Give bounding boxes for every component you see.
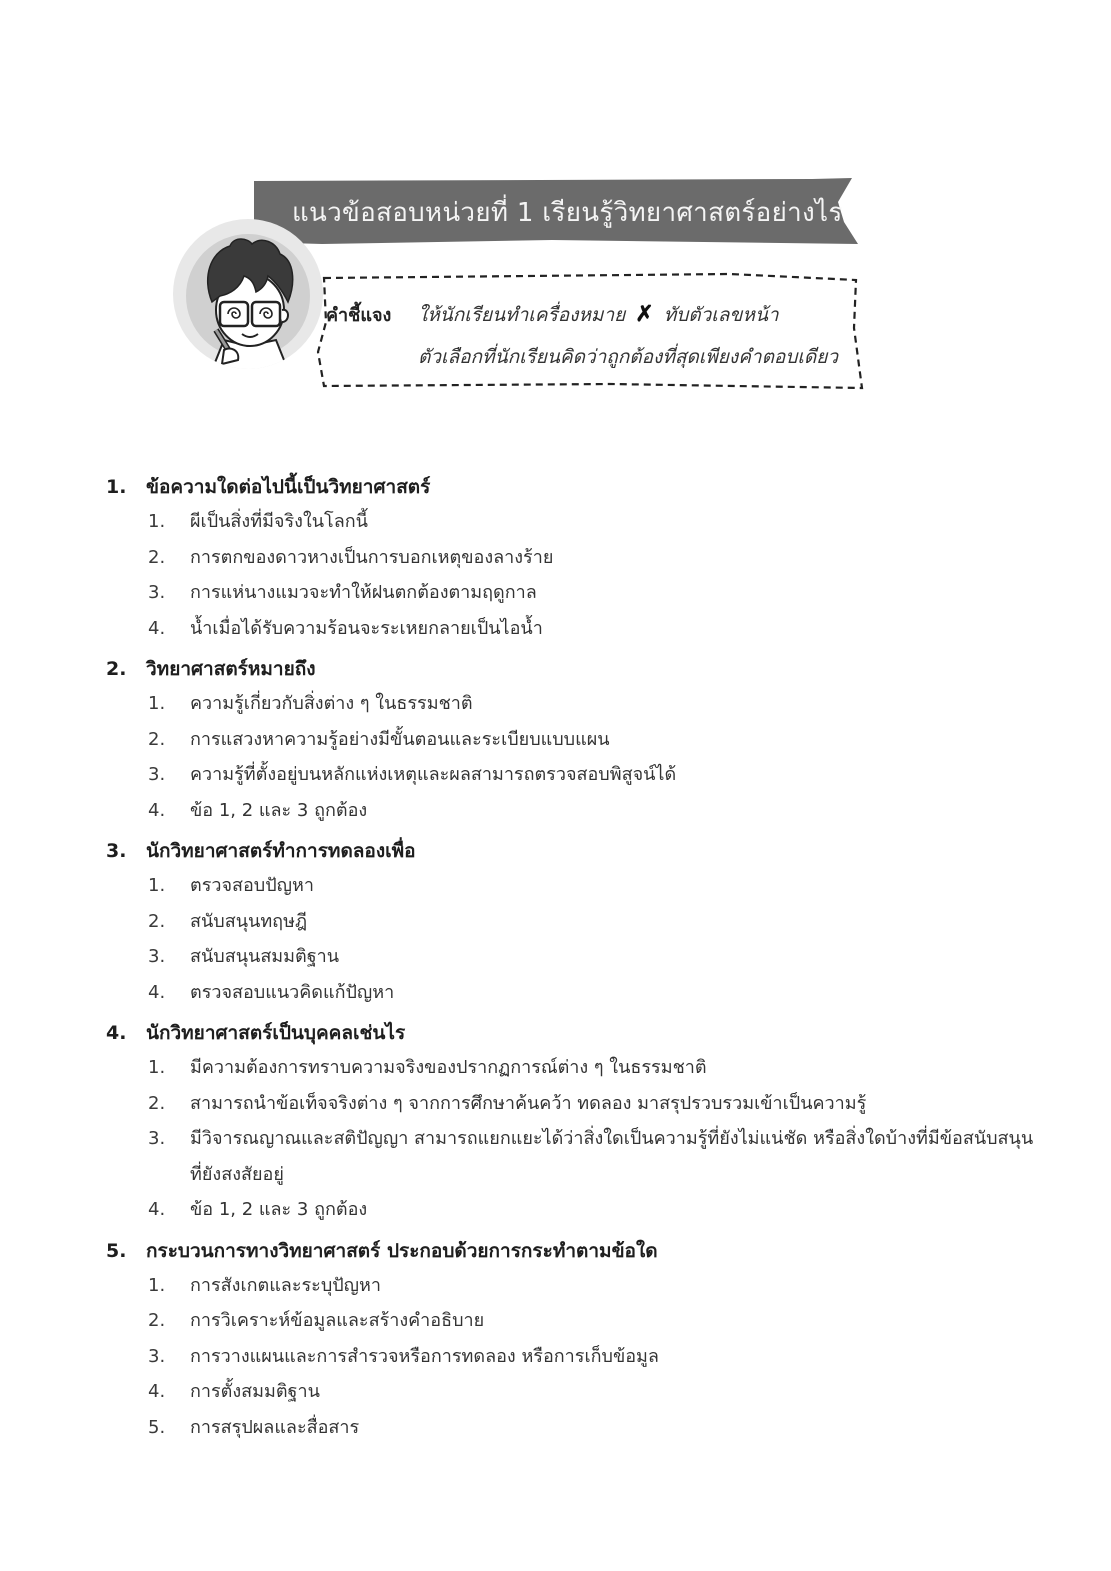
option-choice[interactable] bbox=[106, 1339, 1036, 1375]
option-number: 2. bbox=[148, 910, 166, 932]
option-text: การแสวงหาความรู้อย่างมีขั้นตอนและระเบียบแบบแผน bbox=[190, 728, 610, 750]
option-number: 4. bbox=[148, 799, 166, 821]
option-number: 3. bbox=[148, 1345, 166, 1367]
question-number: 3. bbox=[106, 840, 127, 862]
instructions-label: คำชี้แจง bbox=[326, 305, 392, 326]
option-number: 4. bbox=[148, 1199, 166, 1220]
question-2 bbox=[106, 652, 1036, 828]
question-number: 4. bbox=[106, 1022, 127, 1044]
option-text: ข้อ 1, 2 และ 3 ถูกต้อง bbox=[190, 1199, 368, 1220]
question-4 bbox=[106, 1016, 1036, 1228]
option-choice[interactable] bbox=[106, 540, 1036, 576]
option-text: การตั้งสมมติฐาน bbox=[190, 1381, 320, 1402]
option-number: 1. bbox=[148, 875, 166, 896]
option-text: การตกของดาวหางเป็นการบอกเหตุของลางร้าย bbox=[190, 546, 554, 568]
instructions-text-b: ทับตัวเลขหน้า bbox=[663, 304, 779, 326]
option-choice[interactable] bbox=[106, 611, 1036, 647]
option-choice[interactable] bbox=[106, 868, 1036, 904]
option-number: 3. bbox=[148, 1128, 166, 1149]
option-text: สนับสนุนทฤษฎี bbox=[190, 910, 308, 932]
option-choice[interactable] bbox=[106, 575, 1036, 611]
instructions-text-a: ให้นักเรียนทำเครื่องหมาย bbox=[418, 304, 626, 326]
option-choice[interactable] bbox=[106, 975, 1036, 1011]
option-text: การสังเกตและระบุปัญหา bbox=[190, 1274, 381, 1296]
option-text: ความรู้ที่ตั้งอยู่บนหลักแห่งเหตุและผลสามารถตรวจสอบพิสูจน์ได้ bbox=[190, 764, 677, 785]
option-number: 2. bbox=[148, 1092, 166, 1114]
option-number: 1. bbox=[148, 511, 166, 532]
question-text: วิทยาศาสตร์หมายถึง bbox=[146, 658, 316, 680]
option-text: การวิเคราะห์ข้อมูลและสร้างคำอธิบาย bbox=[190, 1310, 485, 1331]
question-number: 1. bbox=[106, 476, 127, 498]
question-text: กระบวนการทางวิทยาศาสตร์ ประกอบด้วยการกระทำตามข้อใด bbox=[146, 1239, 658, 1262]
question-number: 2. bbox=[106, 658, 127, 680]
question-text: นักวิทยาศาสตร์เป็นบุคคลเช่นไร bbox=[146, 1022, 406, 1044]
instructions-line-1 bbox=[418, 300, 779, 330]
instructions-box bbox=[310, 268, 870, 394]
option-choice[interactable] bbox=[106, 1192, 1036, 1228]
option-text: สนับสนุนสมมติฐาน bbox=[190, 946, 340, 967]
option-number: 3. bbox=[148, 946, 166, 967]
avatar-cartoon-student-icon bbox=[172, 218, 324, 370]
option-text: การสรุปผลและสื่อสาร bbox=[190, 1416, 360, 1438]
option-text: ความรู้เกี่ยวกับสิ่งต่าง ๆ ในธรรมชาติ bbox=[190, 693, 473, 714]
option-choice[interactable] bbox=[106, 1268, 1036, 1304]
question-3 bbox=[106, 834, 1036, 1010]
option-text: มีวิจารณญาณและสติปัญญา สามารถแยกแยะได้ว่าสิ่งใดเป็นความรู้ที่ยังไม่แน่ชัด หรือสิ่งใดบ้างที่มีข้อสนับสนุนที่ยังสงสัยอยู่ bbox=[190, 1128, 1034, 1185]
option-choice[interactable] bbox=[106, 757, 1036, 793]
option-text: ตรวจสอบปัญหา bbox=[190, 875, 314, 896]
option-choice[interactable] bbox=[106, 1374, 1036, 1410]
option-choice[interactable] bbox=[106, 793, 1036, 829]
option-choice[interactable] bbox=[106, 904, 1036, 940]
option-choice[interactable] bbox=[106, 504, 1036, 540]
option-choice[interactable] bbox=[106, 722, 1036, 758]
question-text: นักวิทยาศาสตร์ทำการทดลองเพื่อ bbox=[146, 840, 416, 862]
option-choice[interactable] bbox=[106, 1303, 1036, 1339]
option-text: น้ำเมื่อได้รับความร้อนจะระเหยกลายเป็นไอน้ำ bbox=[190, 617, 543, 639]
option-number: 4. bbox=[148, 617, 166, 639]
question-1 bbox=[106, 470, 1036, 646]
option-number: 2. bbox=[148, 546, 166, 568]
option-choice[interactable] bbox=[106, 1121, 1036, 1192]
option-number: 1. bbox=[148, 693, 166, 714]
option-text: การแห่นางแมวจะทำให้ฝนตกต้องตามฤดูกาล bbox=[190, 582, 537, 603]
option-choice[interactable] bbox=[106, 1050, 1036, 1086]
option-choice[interactable] bbox=[106, 939, 1036, 975]
x-mark-icon: ✗ bbox=[635, 301, 654, 327]
option-number: 3. bbox=[148, 764, 166, 785]
option-number: 4. bbox=[148, 981, 166, 1003]
question-number: 5. bbox=[106, 1239, 127, 1262]
option-choice[interactable] bbox=[106, 686, 1036, 722]
option-number: 5. bbox=[148, 1416, 166, 1438]
question-list bbox=[106, 470, 1036, 1451]
option-text: ข้อ 1, 2 และ 3 ถูกต้อง bbox=[190, 799, 368, 821]
option-number: 4. bbox=[148, 1381, 166, 1402]
option-text: ตรวจสอบแนวคิดแก้ปัญหา bbox=[190, 981, 395, 1003]
dashed-border bbox=[310, 268, 870, 394]
option-number: 3. bbox=[148, 582, 166, 603]
option-number: 1. bbox=[148, 1057, 166, 1078]
question-5 bbox=[106, 1234, 1036, 1446]
page-title: แนวข้อสอบหน่วยที่ 1 เรียนรู้วิทยาศาสตร์อย่างไร bbox=[292, 198, 843, 228]
option-number: 1. bbox=[148, 1274, 166, 1296]
option-text: การวางแผนและการสำรวจหรือการทดลอง หรือการเก็บข้อมูล bbox=[190, 1345, 659, 1367]
option-number: 2. bbox=[148, 728, 166, 750]
instructions-line-2: ตัวเลือกที่นักเรียนคิดว่าถูกต้องที่สุดเพียงคำตอบเดียว bbox=[418, 346, 839, 368]
option-text: สามารถนำข้อเท็จจริงต่าง ๆ จากการศึกษาค้นคว้า ทดลอง มาสรุปรวบรวมเข้าเป็นความรู้ bbox=[190, 1092, 867, 1114]
option-text: ผีเป็นสิ่งที่มีจริงในโลกนี้ bbox=[190, 511, 368, 532]
option-choice[interactable] bbox=[106, 1410, 1036, 1446]
option-text: มีความต้องการทราบความจริงของปรากฏการณ์ต่าง ๆ ในธรรมชาติ bbox=[190, 1057, 707, 1078]
header-banner bbox=[252, 178, 858, 246]
option-number: 2. bbox=[148, 1310, 166, 1331]
question-text: ข้อความใดต่อไปนี้เป็นวิทยาศาสตร์ bbox=[146, 476, 431, 498]
option-choice[interactable] bbox=[106, 1086, 1036, 1122]
